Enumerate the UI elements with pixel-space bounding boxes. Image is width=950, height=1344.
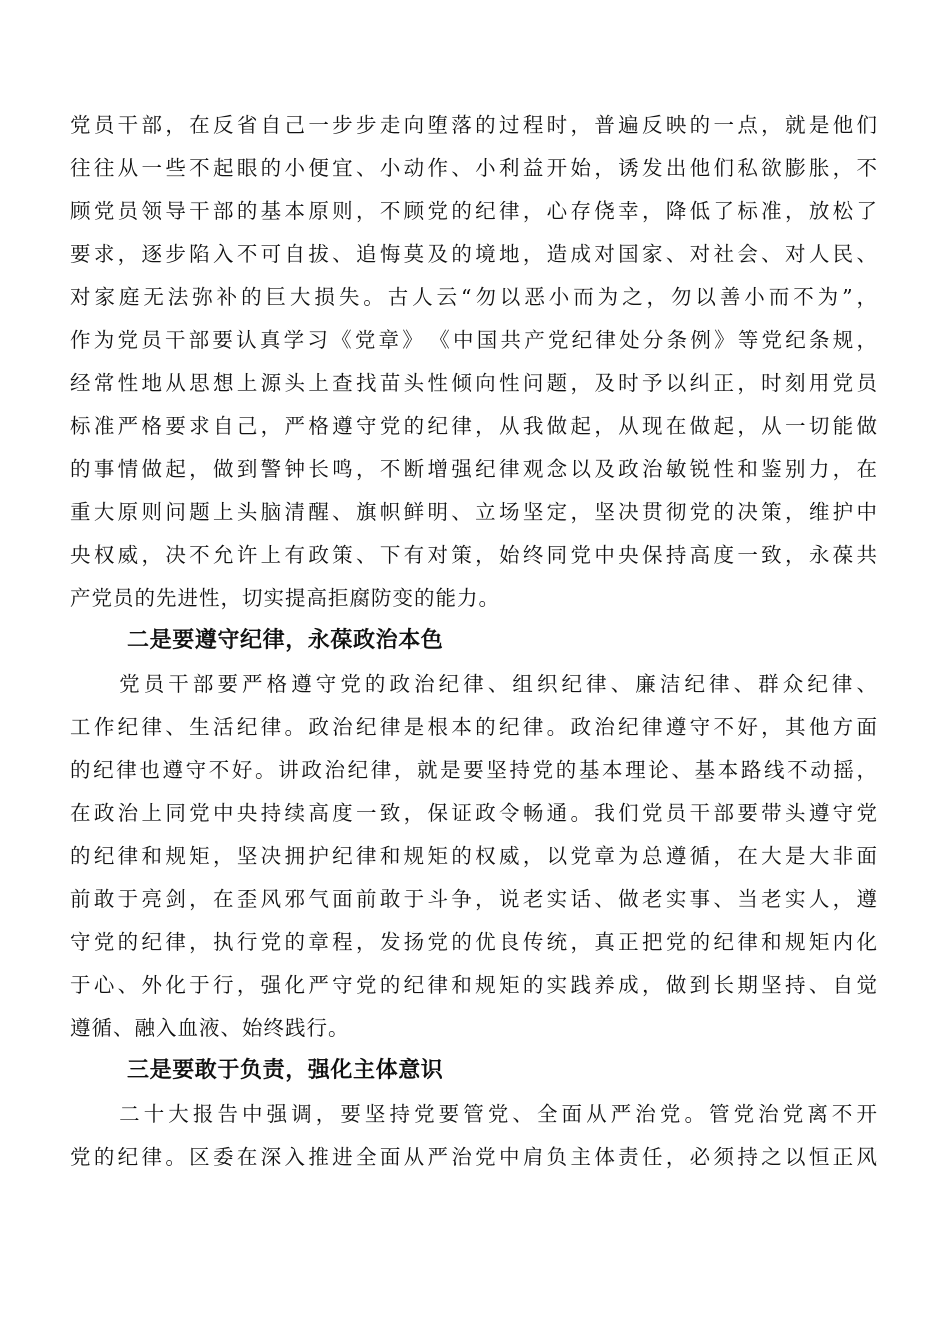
text-line: 往往从一些不起眼的小便宜、小动作、小利益开始，诱发出他们私欲膨胀，不 (70, 156, 878, 180)
text-line: 对家庭无法弥补的巨大损失。古人云“勿以恶小而为之，勿以善小而不为”， (70, 285, 878, 309)
text-line: 党员干部，在反省自己一步步走向堕落的过程时，普遍反映的一点，就是他们 (70, 113, 878, 137)
text-line: 工作纪律、生活纪律。政治纪律是根本的纪律。政治纪律遵守不好，其他方面 (70, 715, 878, 739)
text-line: 重大原则问题上头脑清醒、旗帜鲜明、立场坚定，坚决贯彻党的决策，维护中 (70, 500, 878, 524)
text-line: 于心、外化于行，强化严守党的纪律和规矩的实践养成，做到长期坚持、自觉 (70, 973, 878, 997)
text-line: 的纪律也遵守不好。讲政治纪律，就是要坚持党的基本理论、基本路线不动摇， (70, 758, 878, 782)
text-line: 前敢于亮剑，在歪风邪气面前敢于斗争，说老实话、做老实事、当老实人，遵 (70, 887, 878, 911)
section-heading: 二是要遵守纪律，永葆政治本色 (127, 628, 444, 653)
text-line: 守党的纪律，执行党的章程，发扬党的优良传统，真正把党的纪律和规矩内化 (70, 930, 878, 954)
text-line: 党员干部要严格遵守党的政治纪律、组织纪律、廉洁纪律、群众纪律、 (70, 672, 878, 696)
text-line: 在政治上同党中央持续高度一致，保证政令畅通。我们党员干部要带头遵守党 (70, 801, 878, 825)
text-line: 产党员的先进性，切实提高拒腐防变的能力。 (70, 586, 500, 610)
text-line: 标准严格要求自己，严格遵守党的纪律，从我做起，从现在做起，从一切能做 (70, 414, 878, 438)
text-line: 的纪律和规矩，坚决拥护纪律和规矩的权威，以党章为总遵循，在大是大非面 (70, 844, 878, 868)
section-heading: 三是要敢于负责，强化主体意识 (127, 1058, 444, 1083)
text-line: 要求，逐步陷入不可自拔、追悔莫及的境地，造成对国家、对社会、对人民、 (70, 242, 878, 266)
text-line: 党的纪律。区委在深入推进全面从严治党中肩负主体责任，必须持之以恒正风 (70, 1145, 878, 1169)
text-line: 的事情做起，做到警钟长鸣，不断增强纪律观念以及政治敏锐性和鉴别力，在 (70, 457, 878, 481)
text-line: 央权威，决不允许上有政策、下有对策，始终同党中央保持高度一致，永葆共 (70, 543, 878, 567)
text-line: 作为党员干部要认真学习《党章》 《中国共产党纪律处分条例》等党纪条规， (70, 328, 878, 352)
text-line: 遵循、融入血液、始终践行。 (70, 1016, 350, 1040)
text-line: 经常性地从思想上源头上查找苗头性倾向性问题，及时予以纠正，时刻用党员 (70, 371, 878, 395)
text-line: 顾党员领导干部的基本原则，不顾党的纪律，心存侥幸，降低了标准，放松了 (70, 199, 878, 223)
text-line: 二十大报告中强调，要坚持党要管党、全面从严治党。管党治党离不开 (70, 1102, 878, 1126)
